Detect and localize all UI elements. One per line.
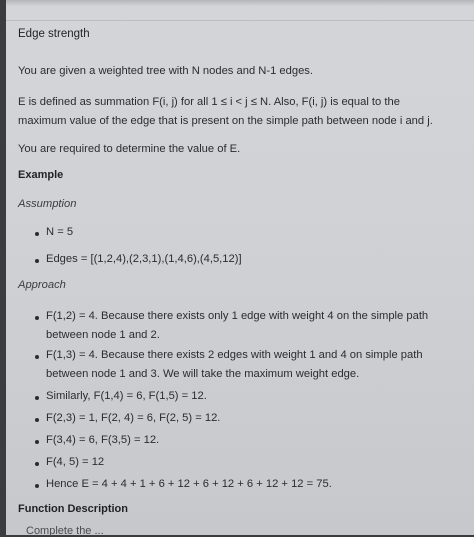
bullet-dot bbox=[35, 418, 39, 422]
function-description-heading: Function Description bbox=[18, 503, 128, 515]
assumption-item-edges: Edges = [(1,2,4),(2,3,1),(1,4,6),(4,5,12)] bbox=[46, 253, 242, 265]
assumption-heading: Assumption bbox=[18, 198, 77, 210]
bullet-dot bbox=[35, 316, 39, 320]
bullet-dot bbox=[35, 259, 39, 263]
problem-panel bbox=[6, 0, 474, 535]
approach-item-5: F(3,4) = 6, F(3,5) = 12. bbox=[46, 434, 160, 446]
bullet-dot bbox=[35, 232, 39, 236]
bullet-dot bbox=[35, 462, 39, 466]
bullet-dot bbox=[35, 484, 39, 488]
bullet-dot bbox=[35, 440, 39, 444]
assumption-item-n: N = 5 bbox=[46, 226, 74, 238]
approach-item-7: Hence E = 4 + 4 + 1 + 6 + 12 + 6 + 12 + 6 + 12 + 12 = 75. bbox=[46, 478, 332, 490]
example-heading: Example bbox=[18, 169, 64, 181]
approach-item-1-cont: between node 1 and 2. bbox=[46, 329, 160, 341]
approach-item-1: F(1,2) = 4. Because there exists only 1 edge with weight 4 on the simple path bbox=[46, 310, 429, 322]
approach-item-2-cont: between node 1 and 3. We will take the maximum weight edge. bbox=[46, 368, 360, 380]
bullet-dot bbox=[35, 396, 39, 400]
paragraph-1: You are given a weighted tree with N nodes and N-1 edges. bbox=[18, 65, 314, 77]
approach-item-3: Similarly, F(1,4) = 6, F(1,5) = 12. bbox=[46, 390, 207, 402]
top-shadow bbox=[6, 0, 474, 6]
bullet-dot bbox=[35, 355, 39, 359]
paragraph-2-line-2: maximum value of the edge that is present on the simple path between node i and j. bbox=[18, 115, 433, 127]
approach-item-4: F(2,3) = 1, F(2, 4) = 6, F(2, 5) = 12. bbox=[46, 412, 221, 424]
approach-item-6: F(4, 5) = 12 bbox=[46, 456, 105, 468]
paragraph-3: You are required to determine the value of E. bbox=[18, 143, 241, 155]
approach-heading: Approach bbox=[18, 279, 66, 291]
paragraph-2-line-1: E is defined as summation F(i, j) for all 1 ≤ i < j ≤ N. Also, F(i, j) is equal to the bbox=[18, 96, 400, 108]
function-description-text: Complete the ... bbox=[26, 525, 104, 537]
top-divider bbox=[6, 20, 474, 21]
approach-item-2: F(1,3) = 4. Because there exists 2 edges with weight 1 and 4 on simple path bbox=[46, 349, 423, 361]
problem-title: Edge strength bbox=[18, 28, 90, 40]
